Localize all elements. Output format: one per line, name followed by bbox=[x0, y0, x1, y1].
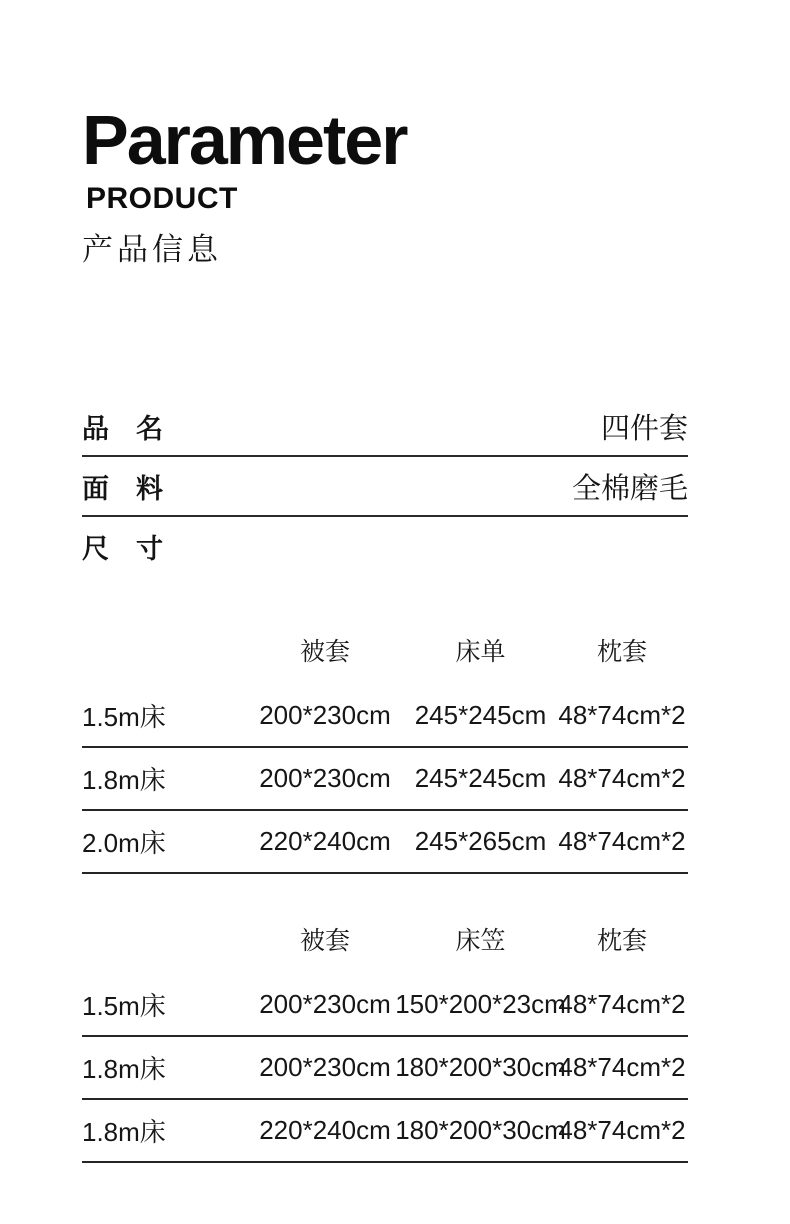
size-table-sheet bbox=[82, 615, 688, 874]
info-row-fabric bbox=[82, 457, 688, 517]
column-header-bed-sheet: 床单 bbox=[455, 638, 506, 666]
column-header-blank bbox=[82, 904, 245, 974]
info-value-name: 四件套 bbox=[600, 412, 688, 445]
row-label: 1.5m床 bbox=[82, 702, 166, 732]
cell-duvet-cover: 200*230cm bbox=[259, 989, 391, 1019]
info-row-name bbox=[82, 397, 688, 457]
info-label-size: 尺 寸 bbox=[82, 533, 163, 564]
row-label: 1.8m床 bbox=[82, 765, 166, 795]
column-header-blank bbox=[82, 615, 245, 685]
row-label: 1.5m床 bbox=[82, 991, 166, 1021]
cell-pillowcase: 48*74cm*2 bbox=[558, 1052, 686, 1082]
table-row bbox=[82, 974, 688, 1037]
table-header-row bbox=[82, 615, 688, 685]
column-header-duvet-cover: 被套 bbox=[299, 638, 350, 666]
product-info-section bbox=[82, 397, 688, 575]
info-value-fabric: 全棉磨毛 bbox=[571, 472, 688, 505]
column-header-pillowcase: 枕套 bbox=[596, 927, 647, 955]
column-header-pillowcase: 枕套 bbox=[596, 638, 647, 666]
cell-pillowcase: 48*74cm*2 bbox=[558, 826, 686, 856]
table-row bbox=[82, 1037, 688, 1100]
table-row bbox=[82, 685, 688, 748]
info-label-fabric: 面 料 bbox=[82, 473, 163, 504]
cell-pillowcase: 48*74cm*2 bbox=[558, 989, 686, 1019]
cell-pillowcase: 48*74cm*2 bbox=[558, 763, 686, 793]
size-table-fitted-sheet bbox=[82, 904, 688, 1163]
cell-bed-sheet: 245*245cm bbox=[414, 700, 547, 730]
cell-bed-sheet: 245*265cm bbox=[414, 826, 547, 856]
cell-fitted-sheet: 180*200*30cm bbox=[395, 1115, 566, 1145]
info-label-name: 品 名 bbox=[82, 413, 163, 444]
cell-duvet-cover: 220*240cm bbox=[259, 826, 391, 856]
cell-pillowcase: 48*74cm*2 bbox=[558, 1115, 686, 1145]
column-header-fitted-sheet: 床笠 bbox=[455, 927, 506, 955]
column-header-duvet-cover: 被套 bbox=[299, 927, 350, 955]
cell-fitted-sheet: 150*200*23cm bbox=[395, 989, 566, 1019]
page-header bbox=[82, 101, 688, 267]
row-label: 1.8m床 bbox=[82, 1117, 166, 1147]
cell-duvet-cover: 200*230cm bbox=[259, 763, 391, 793]
page-title: Parameter bbox=[82, 101, 407, 179]
cell-pillowcase: 48*74cm*2 bbox=[558, 700, 686, 730]
row-label: 1.8m床 bbox=[82, 1054, 166, 1084]
cell-duvet-cover: 200*230cm bbox=[259, 1052, 391, 1082]
cell-duvet-cover: 220*240cm bbox=[259, 1115, 391, 1145]
cell-duvet-cover: 200*230cm bbox=[259, 700, 391, 730]
table-row bbox=[82, 748, 688, 811]
table-row bbox=[82, 811, 688, 874]
cell-bed-sheet: 245*245cm bbox=[414, 763, 547, 793]
table-row bbox=[82, 1100, 688, 1163]
info-row-size bbox=[82, 517, 688, 575]
cell-fitted-sheet: 180*200*30cm bbox=[395, 1052, 566, 1082]
page-subtitle-en: PRODUCT bbox=[86, 182, 238, 215]
row-label: 2.0m床 bbox=[82, 828, 166, 858]
page-subtitle-cn: 产品信息 bbox=[82, 232, 222, 267]
table-header-row bbox=[82, 904, 688, 974]
